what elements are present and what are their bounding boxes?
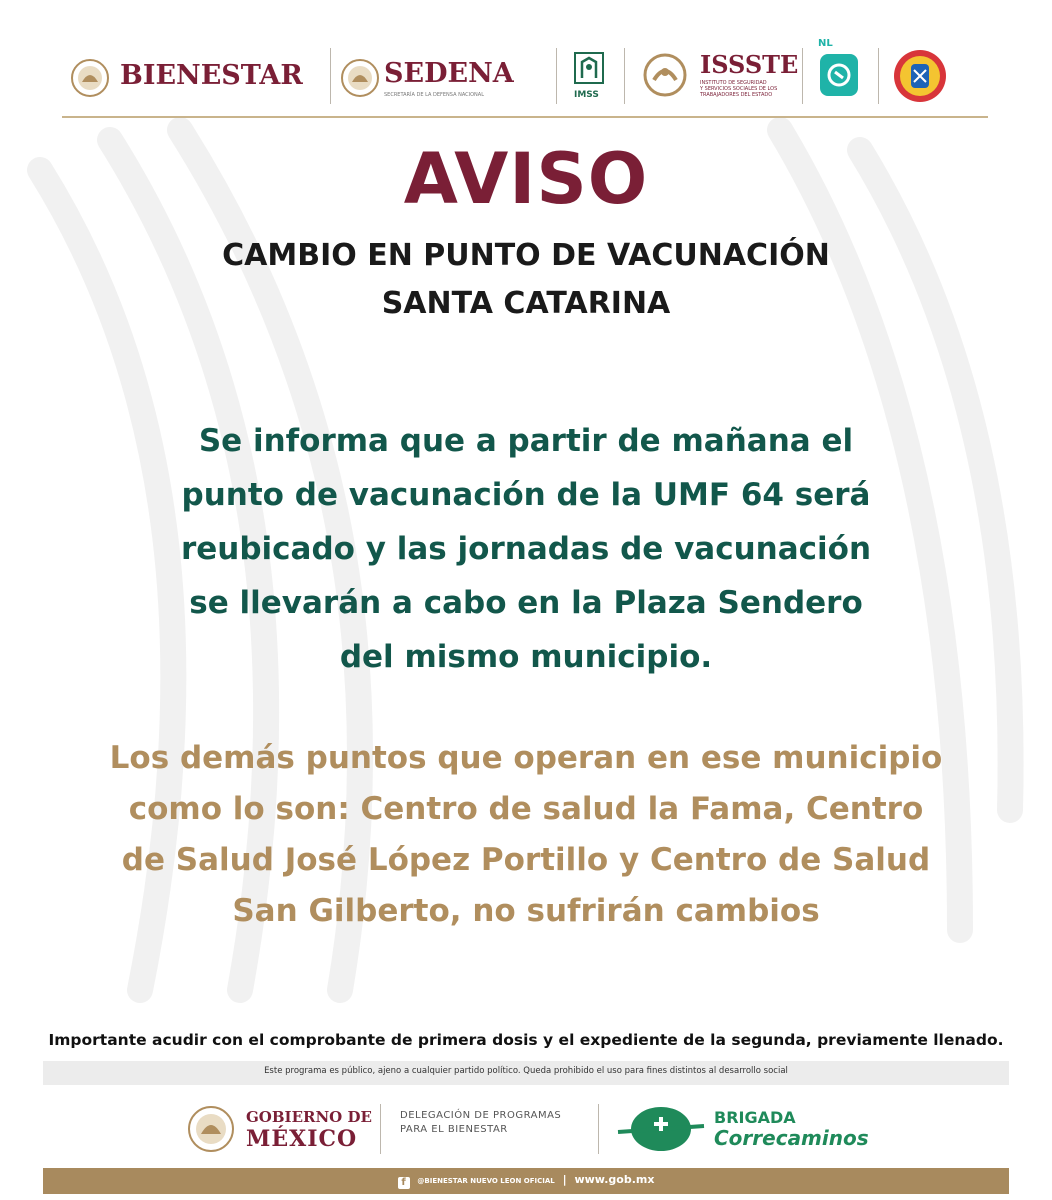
paragraph-line: San Gilberto, no sufrirán cambios [232, 893, 820, 929]
paragraph-line: punto de vacunación de la UMF 64 será [181, 477, 871, 513]
disclaimer-band [43, 1061, 1009, 1085]
logo-divider [556, 48, 557, 104]
mexico-eagle-seal-icon [186, 1104, 236, 1154]
logo-divider [598, 1104, 599, 1154]
sedena-logo-text: SEDENA [384, 58, 514, 89]
gobierno-logo-text-line-1: GOBIERNO DE [246, 1108, 372, 1126]
legal-disclaimer: Este programa es público, ajeno a cualquier partido político. Queda prohibido el uso para fines distintos al desarrollo social [264, 1066, 788, 1076]
issste-hands-logo-icon [640, 50, 690, 100]
paragraph-line: de Salud José López Portillo y Centro de Salud [121, 842, 931, 878]
social-handle: @BIENESTAR NUEVO LEON OFICIAL [417, 1177, 555, 1185]
paragraph-line: se llevarán a cabo en la Plaza Sendero [189, 585, 863, 621]
logo-divider [330, 48, 331, 104]
separator: | [562, 1173, 567, 1186]
imss-logo-icon [574, 52, 604, 88]
partner-logos-bar [62, 40, 992, 112]
mexico-eagle-seal-icon [70, 58, 110, 98]
issste-subtitle: INSTITUTO DE SEGURIDAD Y SERVICIOS SOCIALES DE LOS TRABAJADORES DEL ESTADO [700, 80, 778, 98]
issste-logo-text: ISSSTE [700, 50, 799, 79]
header-divider-line [62, 116, 988, 118]
santa-catarina-crest-icon [892, 48, 948, 104]
brigada-correcaminos-logo-icon [616, 1102, 706, 1156]
delegacion-text-line-1: DELEGACIÓN DE PROGRAMAS [400, 1110, 562, 1121]
brigada-logo-text-line-1: BRIGADA [714, 1108, 796, 1127]
footer-logos [180, 1098, 880, 1164]
gobierno-logo-text-line-2: MÉXICO [246, 1126, 358, 1152]
sedena-eagle-seal-icon [340, 58, 380, 98]
logo-divider [380, 1104, 381, 1154]
paragraph-line: del mismo municipio. [339, 639, 713, 675]
website-link[interactable]: www.gob.mx [574, 1173, 655, 1186]
brigada-logo-text-line-2: Correcaminos [714, 1126, 869, 1150]
delegacion-text-line-2: PARA EL BIENESTAR [400, 1124, 508, 1135]
paragraph-line: Se informa que a partir de mañana el [198, 423, 854, 459]
nl-logo-text: NL [818, 38, 833, 49]
imss-logo-text: IMSS [574, 90, 599, 100]
notice-subtitle-line-1: CAMBIO EN PUNTO DE VACUNACIÓN [222, 238, 830, 273]
nuevo-leon-shield-icon [818, 52, 860, 98]
bienestar-logo-text: BIENESTAR [120, 60, 303, 91]
paragraph-line: Los demás puntos que operan en ese municipio [109, 740, 943, 776]
important-note: Importante acudir con el comprobante de primera dosis y el expediente de la segunda, previamente llenado. [48, 1031, 1004, 1049]
logo-divider [624, 48, 625, 104]
facebook-icon: f [398, 1177, 410, 1189]
notice-subtitle-line-2: SANTA CATARINA [381, 286, 671, 321]
footer-social-bar [43, 1168, 1009, 1194]
footer-social-text [43, 1173, 1009, 1189]
relocation-paragraph [60, 414, 992, 684]
other-points-paragraph [60, 733, 992, 937]
notice-title: AVISO [403, 138, 649, 220]
logo-divider [802, 48, 803, 104]
logo-divider [878, 48, 879, 104]
sedena-subtitle: SECRETARÍA DE LA DEFENSA NACIONAL [384, 92, 484, 98]
paragraph-line: reubicado y las jornadas de vacunación [180, 531, 872, 567]
paragraph-line: como lo son: Centro de salud la Fama, Centro [128, 791, 924, 827]
